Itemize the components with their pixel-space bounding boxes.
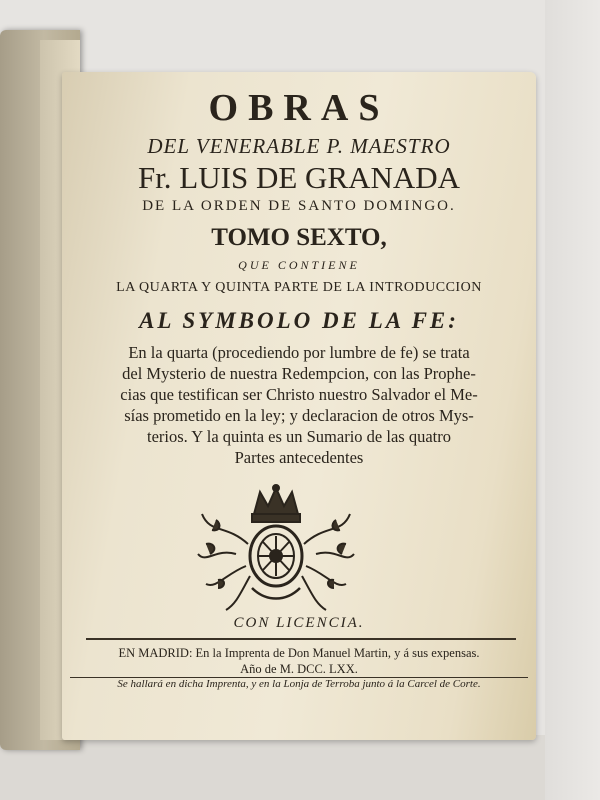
intro-line: LA QUARTA Y QUINTA PARTE DE LA INTRODUCCION	[116, 280, 482, 295]
sale-note: Se hallará en dicha Imprenta, y en la Lonja de Terroba junto á la Carcel de Corte.	[117, 678, 481, 690]
imprint-date: Año de M. DCC. LXX.	[240, 662, 358, 676]
description-line: sías prometido en la ley; y declaracion de otros Mys-	[124, 406, 474, 425]
contains-label: QUE CONTIENE	[238, 258, 360, 272]
title-page	[62, 72, 536, 740]
religious-order: DE LA ORDEN DE SANTO DOMINGO.	[142, 198, 456, 214]
description-line: En la quarta (procediendo por lumbre de fe) se trata	[128, 343, 470, 362]
description-line: Partes antecedentes	[234, 448, 364, 467]
description-paragraph	[62, 342, 536, 468]
imprint-line: EN MADRID: En la Imprenta de Don Manuel Martin, y á sus expensas.	[118, 646, 480, 660]
symbol-heading: AL SYMBOLO DE LA FE:	[139, 308, 459, 333]
book-title: OBRAS	[208, 87, 390, 129]
description-line: del Mysterio de nuestra Redempcion, con las Prophe-	[122, 364, 476, 383]
book-subtitle: DEL VENERABLE P. MAESTRO	[147, 134, 451, 158]
table-surface	[0, 735, 600, 800]
background-wall	[545, 0, 600, 800]
royal-crest-icon	[196, 484, 356, 614]
author-name: Fr. LUIS DE GRANADA	[137, 160, 461, 195]
license-label: CON LICENCIA.	[233, 615, 365, 631]
volume-label: TOMO SEXTO,	[211, 224, 387, 251]
divider-top	[86, 638, 516, 640]
description-line: cias que testifican ser Christo nuestro Salvador el Me-	[120, 385, 478, 404]
description-line: terios. Y la quinta es un Sumario de las quatro	[147, 427, 451, 446]
